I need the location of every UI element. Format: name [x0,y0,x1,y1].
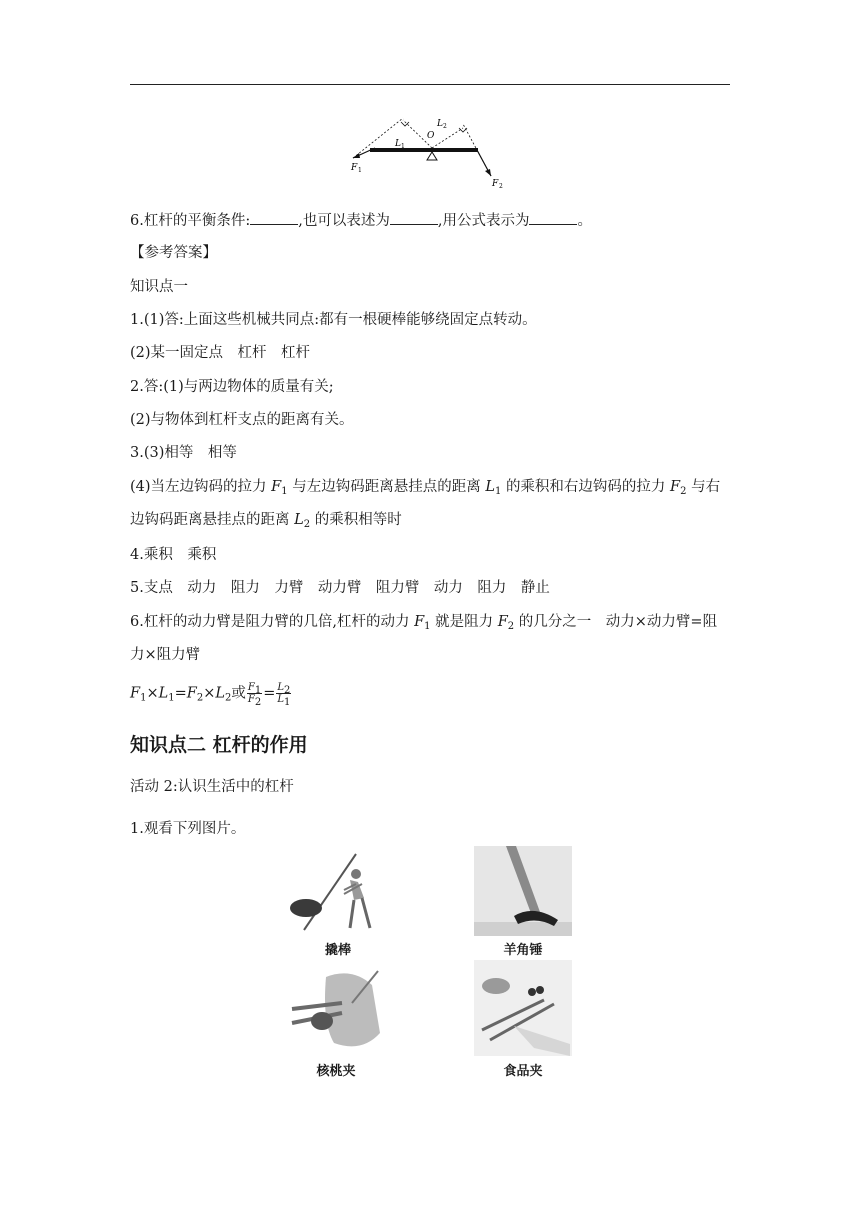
answer-2-2: (2)与物体到杠杆支点的距离有关。 [130,412,354,428]
answer-1-2: (2)某一固定点 杠杆 杠杆 [130,345,311,361]
section-2-heading: 知识点二 杠杆的作用 [130,734,308,756]
label-o: O [427,131,435,141]
answer-4: 4.乘积 乘积 [130,547,217,563]
answer-5: 5.支点 动力 阻力 力臂 动力臂 阻力臂 动力 阻力 静止 [130,580,550,596]
nutcracker-icon [282,963,390,1053]
fraction-f: $\frac{F_1}{F_2}$ [247,682,262,708]
question-6: 6.杠杆的平衡条件: ,也可以表述为 ,用公式表示为 。 [130,210,592,231]
activity-2-title: 活动 2:认识生活中的杠杆 [130,779,294,795]
answer-3-3: 边钩码距离悬挂点的距离 $L_2$ 的乘积相等时 [130,512,402,530]
answer-1-1: 1.(1)答:上面这些机械共同点:都有一根硬棒能够绕固定点转动。 [130,312,537,328]
svg-text:2: 2 [499,183,503,188]
blank-2 [390,210,438,225]
section-1-title: 知识点一 [130,279,188,295]
label-l2: L [437,119,443,129]
answer-3-2: (4)当左边钩码的拉力 $F_1$ 与左边钩码距离悬挂点的距离 $L_1$ 的乘积和右边钩码的拉力 $F_2$ 与右 [130,479,721,497]
lever-diagram [345,108,515,188]
caption-food-tongs: 食品夹 [503,1064,543,1079]
blank-1 [250,210,298,225]
caption-crowbar: 撬棒 [324,943,351,958]
blank-3 [529,210,577,225]
answers-title: 【参考答案】 [130,245,217,261]
crowbar-icon [284,850,394,934]
svg-text:2: 2 [443,123,447,130]
answer-6-1: 6.杠杆的动力臂是阻力臂的几倍,杠杆的动力 $F_1$ 就是阻力 $F_2$ 的几分之一 动力×动力臂=阻 [130,614,718,632]
svg-text:1: 1 [401,143,405,150]
label-f2: F [492,179,499,188]
fraction-l: $\frac{L_2}{L_1}$ [277,682,291,708]
fulcrum-icon [427,152,437,160]
svg-text:1: 1 [358,167,362,174]
observe-instruction: 1.观看下列图片。 [130,821,246,837]
balance-formula: $F_1\times L_1=F_2\times L_2$或 $\frac{F_1}{F_2}$ = $\frac{L_2}{L_1}$ [130,682,291,708]
caption-nutcracker: 核桃夹 [316,1064,356,1079]
food-tongs-icon [474,960,572,1056]
answer-6-2: 力×阻力臂 [130,647,201,663]
claw-hammer-icon [474,846,572,936]
label-l1: L [395,139,401,149]
caption-claw-hammer: 羊角锤 [503,943,543,958]
header-rule [130,84,730,85]
answer-3-1: 3.(3)相等 相等 [130,445,237,461]
label-f1: F [351,163,358,173]
answer-2-1: 2.答:(1)与两边物体的质量有关; [130,379,334,395]
